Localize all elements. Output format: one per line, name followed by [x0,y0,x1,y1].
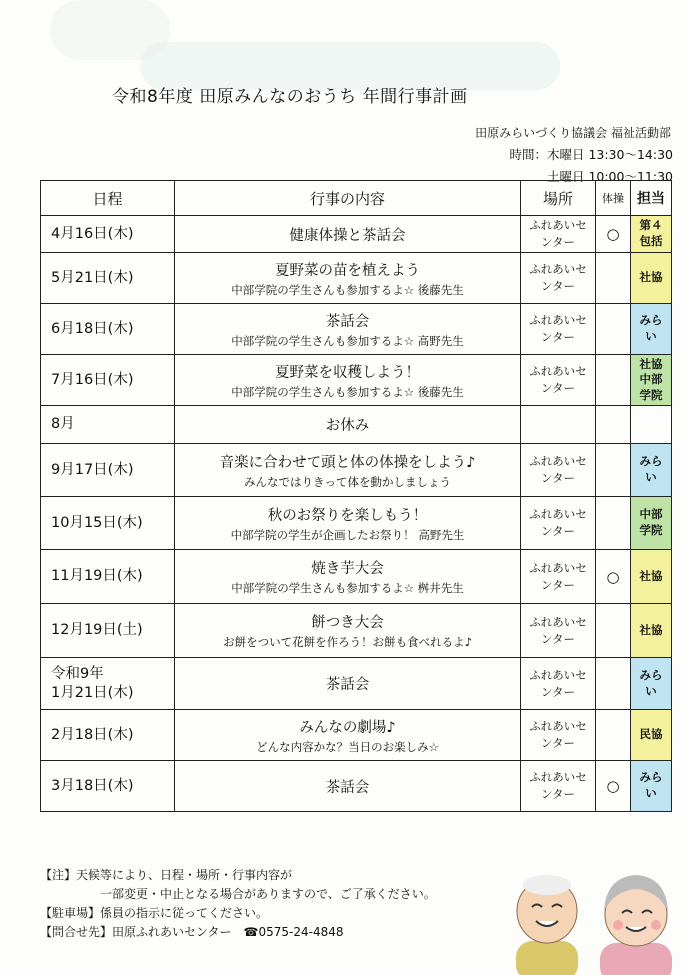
row-exercise [596,604,631,658]
event-subtitle: お餅をついて花餅を作ろう！お餅も食べれるよ♪ [223,635,472,649]
row-exercise: ○ [596,761,631,812]
row-date: 6月18日(木) [41,304,175,355]
row-place: ふれあいセンター [521,710,596,761]
row-exercise: ○ [596,216,631,253]
event-title: 茶話会 [325,677,370,693]
table-header-row [41,181,672,216]
event-subtitle: 中部学院の学生さんも参加するよ☆ 高野先生 [231,333,464,348]
row-place: ふれあいセンター [521,444,596,497]
event-subtitle: 中部学院の学生が企画したお祭り！ 高野先生 [230,527,465,542]
row-date: 2月18日(木) [41,710,175,761]
row-exercise [596,355,631,406]
event-title: お休み [325,418,370,434]
table-row [41,550,672,604]
row-charge: みらい [631,761,672,812]
event-title: 焼き芋大会 [311,561,384,577]
header-exercise: 体操 [596,181,631,216]
row-place: ふれあいセンター [521,253,596,304]
elderly-woman-illustration [590,863,685,975]
row-exercise [596,253,631,304]
note-line: 【注】天候等により、日程・場所・行事内容が [40,868,293,882]
row-date: 7月16日(木) [41,355,175,406]
event-subtitle: 中部学院の学生さんも参加するよ☆ 桝井先生 [231,581,464,595]
elderly-man-illustration [502,863,592,975]
row-charge: 社協 [631,604,672,658]
row-event [175,710,521,761]
row-charge: 社協 [631,550,672,604]
row-exercise: ○ [596,550,631,604]
row-date: 3月18日(木) [41,761,175,812]
event-subtitle: 中部学院の学生さんも参加するよ☆ 後藤先生 [231,384,464,399]
event-title: 夏野菜の苗を植えよう [275,262,420,279]
row-date: 8月 [41,406,175,444]
page-title: 令和8年度 田原みんなのおうち 年間行事計画 [112,87,468,107]
row-date: 11月19日(木) [41,550,175,604]
row-exercise [596,710,631,761]
table-row [41,497,672,550]
row-event [175,406,521,444]
row-charge: みらい [631,658,672,710]
notes [40,866,436,942]
row-exercise [596,444,631,497]
row-event [175,216,521,253]
table-row [41,406,672,444]
row-event [175,658,521,710]
row-event [175,355,521,406]
row-charge: 社協 [631,253,672,304]
row-place: ふれあいセンター [521,550,596,604]
row-exercise [596,497,631,550]
time-thursday: 時間：木曜日 13:30～14:30 [509,147,673,162]
note-line: 一部変更・中止となる場合がありますので、ご了承ください。 [100,887,436,901]
organizer: 田原みらいづくり協議会 福祉活動部 [475,126,671,140]
row-date: 令和9年 1月21日(木) [41,658,175,710]
event-title: 餅つき大会 [311,615,384,631]
event-title: 音楽に合わせて頭と体の体操をしよう♪ [219,454,476,471]
row-charge: 中部学院 [631,497,672,550]
header-place: 場所 [521,181,596,216]
row-place: ふれあいセンター [521,497,596,550]
event-subtitle: 中部学院の学生さんも参加するよ☆ 後藤先生 [231,282,464,297]
row-place: ふれあいセンター [521,761,596,812]
row-place: ふれあいセンター [521,355,596,406]
table-row [41,604,672,658]
event-title: 夏野菜を収穫しよう！ [275,364,420,381]
row-event [175,444,521,497]
table-row [41,253,672,304]
table-row [41,710,672,761]
event-title: 秋のお祭りを楽しもう！ [267,507,428,524]
row-event [175,761,521,812]
row-exercise [596,406,631,444]
row-event [175,253,521,304]
row-date: 5月21日(木) [41,253,175,304]
row-event [175,497,521,550]
event-subtitle: みんなではりきって体を動かしましょう [244,474,451,489]
note-line: 【駐車場】係員の指示に従ってください。 [40,906,269,920]
row-place: ふれあいセンター [521,658,596,710]
table-row [41,216,672,253]
row-charge: 民協 [631,710,672,761]
row-date: 10月15日(木) [41,497,175,550]
schedule-table [40,180,672,812]
event-title: 健康体操と茶話会 [289,227,406,244]
header-date: 日程 [41,181,175,216]
row-date: 12月19日(土) [41,604,175,658]
header-event: 行事の内容 [175,181,521,216]
event-title: 茶話会 [325,779,370,796]
row-event [175,550,521,604]
row-place [521,406,596,444]
row-place: ふれあいセンター [521,604,596,658]
row-place: ふれあいセンター [521,216,596,253]
header-charge: 担当 [631,181,672,216]
row-date: 4月16日(木) [41,216,175,253]
row-charge: みらい [631,444,672,497]
time-saturday: 土曜日 10:00～11:30 [546,169,673,184]
row-charge: みらい [631,304,672,355]
row-place: ふれあいセンター [521,304,596,355]
row-charge: 第４包括 [631,216,672,253]
table-row [41,304,672,355]
row-event [175,604,521,658]
table-row [41,355,672,406]
event-title: みんなの劇場♪ [299,719,396,736]
row-exercise [596,658,631,710]
event-title: 茶話会 [325,313,370,330]
row-exercise [596,304,631,355]
note-contact: 【問合せ先】田原ふれあいセンター ☎0575-24-4848 [40,925,344,939]
table-row [41,658,672,710]
row-charge [631,406,672,444]
event-subtitle: どんな内容かな？当日のお楽しみ☆ [256,739,439,754]
row-charge: 社協中部学院 [631,355,672,406]
row-date: 9月17日(木) [41,444,175,497]
row-event [175,304,521,355]
table-row [41,444,672,497]
table-row [41,761,672,812]
